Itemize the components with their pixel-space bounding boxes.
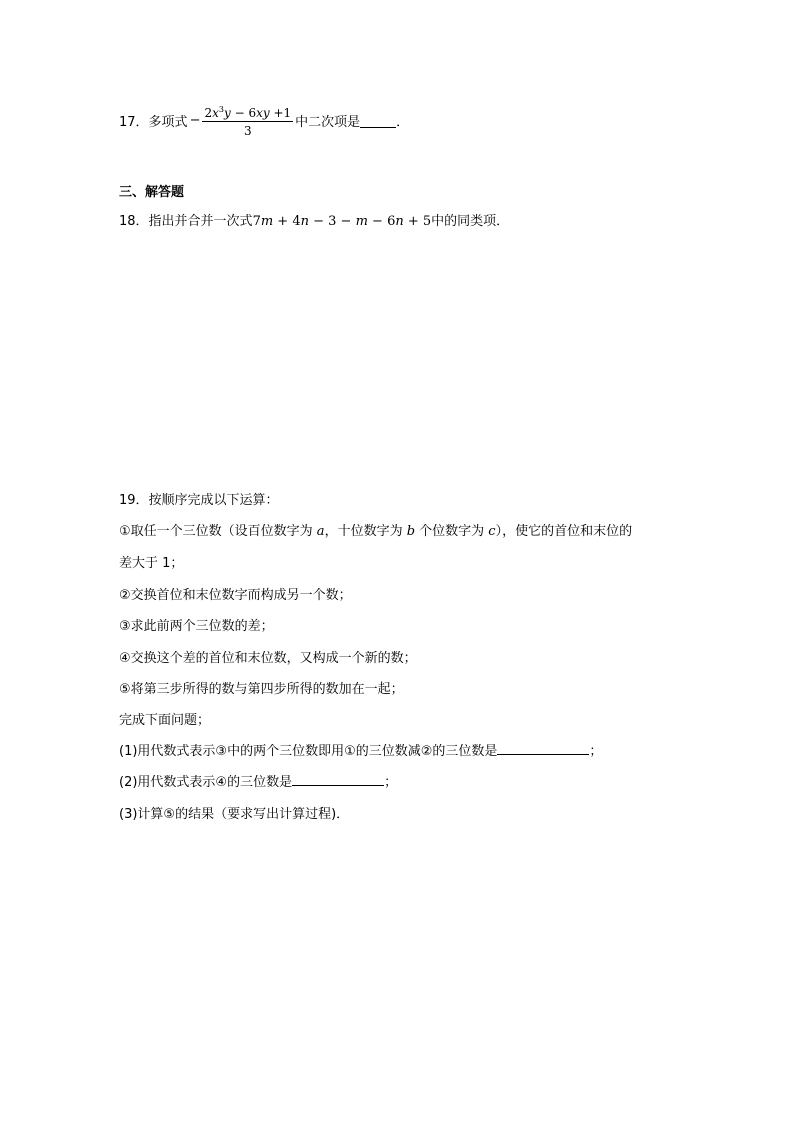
sub-question-2: (2)用代数式表示④的三位数是 ； [119, 771, 397, 790]
variable-c: c [488, 524, 496, 539]
question-18-text: 指出并合并一次式 [148, 214, 253, 229]
question-19-number: 19． [119, 493, 149, 508]
section-heading-answers: 三、解答题 [119, 185, 185, 200]
step-4: ④交换这个差的首位和末位数，又构成一个新的数； [119, 651, 417, 666]
step-5: ⑤将第三步所得的数与第四步所得的数加在一起； [119, 682, 404, 697]
question-19-intro-text: 按顺序完成以下运算： [148, 493, 279, 508]
answer-blank-17 [360, 113, 396, 128]
sub-question-3: (3)计算⑤的结果（要求写出计算过程)． [119, 807, 350, 822]
question-17-number: 17． [119, 114, 149, 130]
question-18 [119, 210, 509, 229]
variable-b: b [406, 524, 416, 539]
step-1-line-1: ①取任一个三位数（设百位数字为 a，十位数字为 b 个位数字为 c），使它的首位和末位的 [119, 524, 633, 539]
question-17-suffix: 中二次项是 [295, 114, 361, 130]
question-18-suffix: 中的同类项． [431, 214, 510, 229]
answer-blank-19-1 [497, 740, 589, 755]
step-1-line-2: 差大于 1； [119, 556, 184, 571]
fraction-numerator: $2x^3y - 6xy +1$ [204, 104, 292, 120]
variable-a: a [316, 524, 325, 539]
polynomial-fraction [202, 103, 293, 138]
fraction-denominator: 3 [243, 123, 252, 138]
question-18-number: 18． [119, 214, 149, 229]
question-17-end: ． [396, 114, 410, 130]
fraction-minus-sign: − [189, 112, 201, 128]
task-instruction: 完成下面问题； [119, 713, 211, 728]
step-3: ③求此前两个三位数的差； [119, 619, 274, 634]
sub-question-1: (1)用代数式表示③中的两个三位数即用①的三位数减②的三位数是 ； [119, 740, 602, 759]
question-17-prefix: 多项式 [148, 114, 188, 130]
question-17 [119, 100, 409, 140]
question-19-intro [119, 489, 279, 508]
step-2: ②交换首位和末位数字而构成另一个数； [119, 588, 352, 603]
linear-expression: 7m + 4n − 3 − m − 6n + 5 [252, 214, 432, 229]
answer-blank-19-2 [292, 771, 384, 786]
